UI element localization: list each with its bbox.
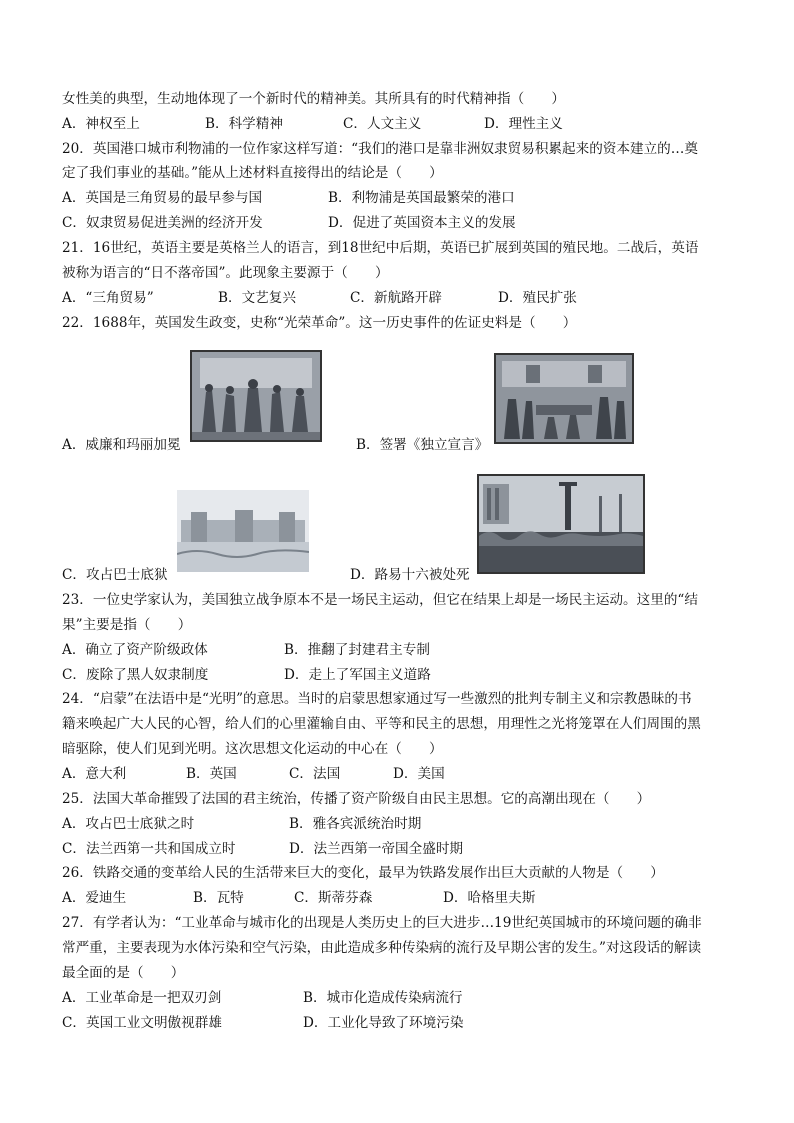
q25-option-d: D．法兰西第一帝国全盛时期 — [289, 841, 464, 857]
q23-option-d: D．走上了军国主义道路 — [284, 667, 431, 683]
q25-option-b: B．雅各宾派统治时期 — [289, 816, 422, 832]
q24-option-b: B．英国 — [186, 766, 237, 782]
q21-option-a: A．“三角贸易” — [62, 290, 154, 306]
q26-option-b: B．瓦特 — [193, 890, 244, 906]
q27-stem-line1: 27．有学者认为：“工业革命与城市化的出现是人类历史上的巨大进步…19世纪英国城市的环境问题的确非 — [62, 915, 702, 931]
q20-option-c: C．奴隶贸易促进美洲的经济开发 — [62, 215, 263, 231]
q23-stem-line2: 果”主要是指（ ） — [62, 617, 192, 633]
bastille-picture — [177, 490, 309, 572]
q22-option-c: C．攻占巴士底狱 — [62, 567, 168, 583]
q20-stem-line2: 定了我们事业的基础。”能从上述材料直接得出的结论是（ ） — [62, 165, 443, 181]
q25-stem: 25．法国大革命摧毁了法国的君主统治，传播了资产阶级自由民主思想。它的高潮出现在（ ） — [62, 791, 651, 807]
q20-option-b: B．利物浦是英国最繁荣的港口 — [328, 190, 515, 206]
q19-option-b: B．科学精神 — [205, 116, 283, 132]
q21-option-b: B．文艺复兴 — [218, 290, 296, 306]
coronation-picture — [190, 350, 322, 442]
q27-option-c: C．英国工业文明傲视群雄 — [62, 1015, 222, 1031]
q27-option-a: A．工业革命是一把双刃剑 — [62, 990, 222, 1006]
q22-option-b: B．签署《独立宣言》 — [356, 437, 489, 453]
q20-stem-line1: 20．英国港口城市利物浦的一位作家这样写道：“我们的港口是靠非洲奴隶贸易积累起来的资本建立的…奠 — [62, 141, 698, 157]
q26-option-a: A．爱迪生 — [62, 890, 127, 906]
declaration-signing-picture — [494, 353, 634, 444]
q27-stem-line3: 最全面的是（ ） — [62, 965, 185, 981]
q26-option-d: D．哈格里夫斯 — [443, 890, 536, 906]
q19-option-c: C．人文主义 — [343, 116, 422, 132]
q24-option-d: D．美国 — [393, 766, 445, 782]
q19-option-a: A．神权至上 — [62, 116, 140, 132]
q27-option-d: D．工业化导致了环境污染 — [303, 1015, 464, 1031]
q27-stem-line2: 常严重，主要表现为水体污染和空气污染，由此造成多种传染病的流行及早期公害的发生。”对这段话的解读 — [62, 940, 702, 956]
q21-option-c: C．新航路开辟 — [350, 290, 442, 306]
q20-option-a: A．英国是三角贸易的最早参与国 — [62, 190, 263, 206]
q24-stem-line1: 24．“启蒙”在法语中是“光明”的意思。当时的启蒙思想家通过写一些激烈的批判专制主义和宗教愚昧的书 — [62, 691, 692, 707]
q25-option-c: C．法兰西第一共和国成立时 — [62, 841, 236, 857]
q23-option-c: C．废除了黑人奴隶制度 — [62, 667, 209, 683]
q22-option-d: D．路易十六被处死 — [350, 567, 470, 583]
q23-option-a: A．确立了资产阶级政体 — [62, 642, 208, 658]
q20-option-d: D．促进了英国资本主义的发展 — [328, 215, 516, 231]
q23-option-b: B．推翻了封建君主专制 — [284, 642, 430, 658]
q24-stem-line2: 籍来唤起广大人民的心智，给人们的心里灌输自由、平等和民主的思想，用理性之光将笼罩在人们周围的黑 — [62, 716, 701, 732]
q24-option-a: A．意大利 — [62, 766, 127, 782]
q22-stem: 22．1688年，英国发生政变，史称“光荣革命”。这一历史事件的佐证史料是（ ） — [62, 315, 577, 331]
q21-option-d: D．殖民扩张 — [498, 290, 577, 306]
q26-option-c: C．斯蒂芬森 — [294, 890, 373, 906]
q22-option-a: A．威廉和玛丽加冕 — [62, 437, 181, 453]
q25-option-a: A．攻占巴士底狱之时 — [62, 816, 195, 832]
q19-option-d: D．理性主义 — [484, 116, 563, 132]
q24-option-c: C．法国 — [289, 766, 341, 782]
q27-option-b: B．城市化造成传染病流行 — [303, 990, 463, 1006]
q21-stem-line1: 21．16世纪，英语主要是英格兰人的语言，到18世纪中后期，英语已扩展到英国的殖民地。二战后，英语 — [62, 240, 699, 256]
q19-stem: 女性美的典型，生动地体现了一个新时代的精神美。其所具有的时代精神指（ ） — [62, 91, 565, 107]
execution-picture — [477, 474, 645, 574]
q24-stem-line3: 暗驱除，使人们见到光明。这次思想文化运动的中心在（ ） — [62, 741, 443, 757]
q26-stem: 26．铁路交通的变革给人民的生活带来巨大的变化，最早为铁路发展作出巨大贡献的人物是（ ） — [62, 865, 664, 881]
q23-stem-line1: 23．一位史学家认为，美国独立战争原本不是一场民主运动，但它在结果上却是一场民主运动。这里的“结 — [62, 592, 698, 608]
q21-stem-line2: 被称为语言的“日不落帝国”。此现象主要源于（ ） — [62, 265, 389, 281]
